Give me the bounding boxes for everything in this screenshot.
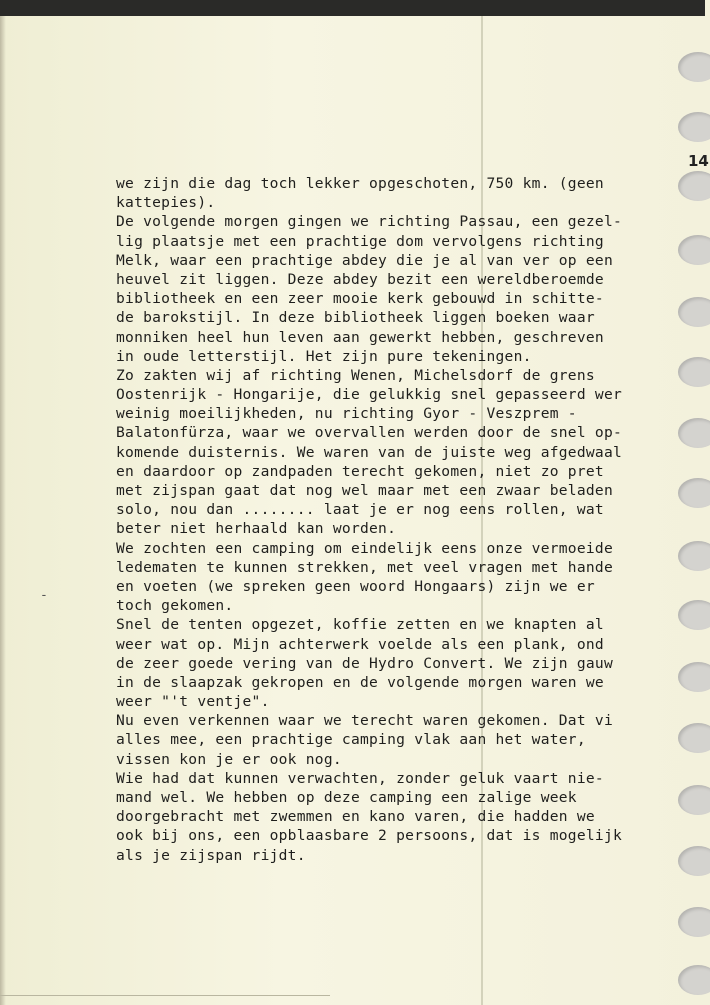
text-line: toch gekomen. [116, 597, 234, 615]
text-line: ledematen te kunnen strekken, met veel vragen met hande [116, 558, 613, 576]
text-line: solo, nou dan ........ laat je er nog eens rollen, wat [116, 501, 604, 519]
text-line: weer wat op. Mijn achterwerk voelde als een plank, ond [116, 635, 604, 653]
page-number: 14 [688, 152, 709, 170]
text-line: Oostenrijk - Hongarije, die gelukkig snel gepasseerd wer [116, 386, 623, 404]
punch-hole-icon [678, 541, 710, 571]
text-line: weer "'t ventje". [116, 693, 270, 711]
text-line: doorgebracht met zwemmen en kano varen, die hadden we [116, 808, 595, 826]
text-line: kattepies). [116, 194, 216, 212]
punch-hole-icon [678, 171, 710, 201]
text-line: en voeten (we spreken geen woord Hongaars) zijn we er [116, 577, 595, 595]
punch-hole-icon [678, 662, 710, 692]
text-line: en daardoor op zandpaden terecht gekomen, niet zo pret [116, 462, 604, 480]
scan-top-edge [0, 0, 705, 16]
punch-hole-icon [678, 297, 710, 327]
text-line: de barokstijl. In deze bibliotheek liggen boeken waar [116, 309, 595, 327]
punch-hole-icon [678, 846, 710, 876]
punch-hole-icon [678, 478, 710, 508]
text-line: ook bij ons, een opblaasbare 2 persoons, dat is mogelijk [116, 827, 623, 845]
text-line: We zochten een camping om eindelijk eens onze vermoeide [116, 539, 613, 557]
text-line: bibliotheek en een zeer mooie kerk gebouwd in schitte- [116, 290, 604, 308]
text-line: Zo zakten wij af richting Wenen, Michelsdorf de grens [116, 366, 595, 384]
text-line: De volgende morgen gingen we richting Passau, een gezel- [116, 213, 623, 231]
text-line: in de slaapzak gekropen en de volgende morgen waren we [116, 673, 604, 691]
text-line: heuvel zit liggen. Deze abdey bezit een wereldberoemde [116, 270, 604, 288]
text-line: weinig moeilijkheden, nu richting Gyor - Veszprem - [116, 405, 577, 423]
text-line: als je zijspan rijdt. [116, 846, 306, 864]
bottom-rule [0, 995, 330, 996]
punch-hole-icon [678, 785, 710, 815]
text-line: de zeer goede vering van de Hydro Convert. We zijn gauw [116, 654, 613, 672]
punch-hole-icon [678, 235, 710, 265]
text-line: Wie had dat kunnen verwachten, zonder geluk vaart nie- [116, 769, 604, 787]
punch-hole-icon [678, 965, 710, 995]
text-line: Snel de tenten opgezet, koffie zetten en we knapten al [116, 616, 604, 634]
punch-hole-icon [678, 600, 710, 630]
punch-hole-icon [678, 112, 710, 142]
text-line: monniken heel hun leven aan gewerkt hebben, geschreven [116, 328, 604, 346]
punch-hole-icon [678, 907, 710, 937]
punch-hole-icon [678, 52, 710, 82]
punch-hole-icon [678, 418, 710, 448]
punch-hole-icon [678, 357, 710, 387]
text-line: Melk, waar een prachtige abdey die je al van ver op een [116, 251, 613, 269]
text-line: Nu even verkennen waar we terecht waren gekomen. Dat vi [116, 712, 613, 730]
text-line: alles mee, een prachtige camping vlak aan het water, [116, 731, 586, 749]
text-line: we zijn die dag toch lekker opgeschoten, 750 km. (geen [116, 175, 604, 192]
text-line: vissen kon je er ook nog. [116, 750, 342, 768]
margin-mark: - [40, 588, 48, 603]
scan-left-shadow [0, 16, 6, 1005]
text-line: met zijspan gaat dat nog wel maar met een zwaar beladen [116, 482, 613, 499]
punch-hole-icon [678, 723, 710, 753]
text-line: Balatonfürza, waar we overvallen werden door de snel op- [116, 424, 623, 442]
text-line: in oude letterstijl. Het zijn pure tekeningen. [116, 347, 532, 365]
text-line: komende duisternis. We waren van de juiste weg afgedwaal [116, 443, 623, 461]
text-line: lig plaatsje met een prachtige dom vervolgens richting [116, 232, 604, 250]
text-line: mand wel. We hebben op deze camping een zalige week [116, 789, 577, 806]
text-line: beter niet herhaald kan worden. [116, 520, 397, 538]
typed-text-body [116, 174, 710, 865]
